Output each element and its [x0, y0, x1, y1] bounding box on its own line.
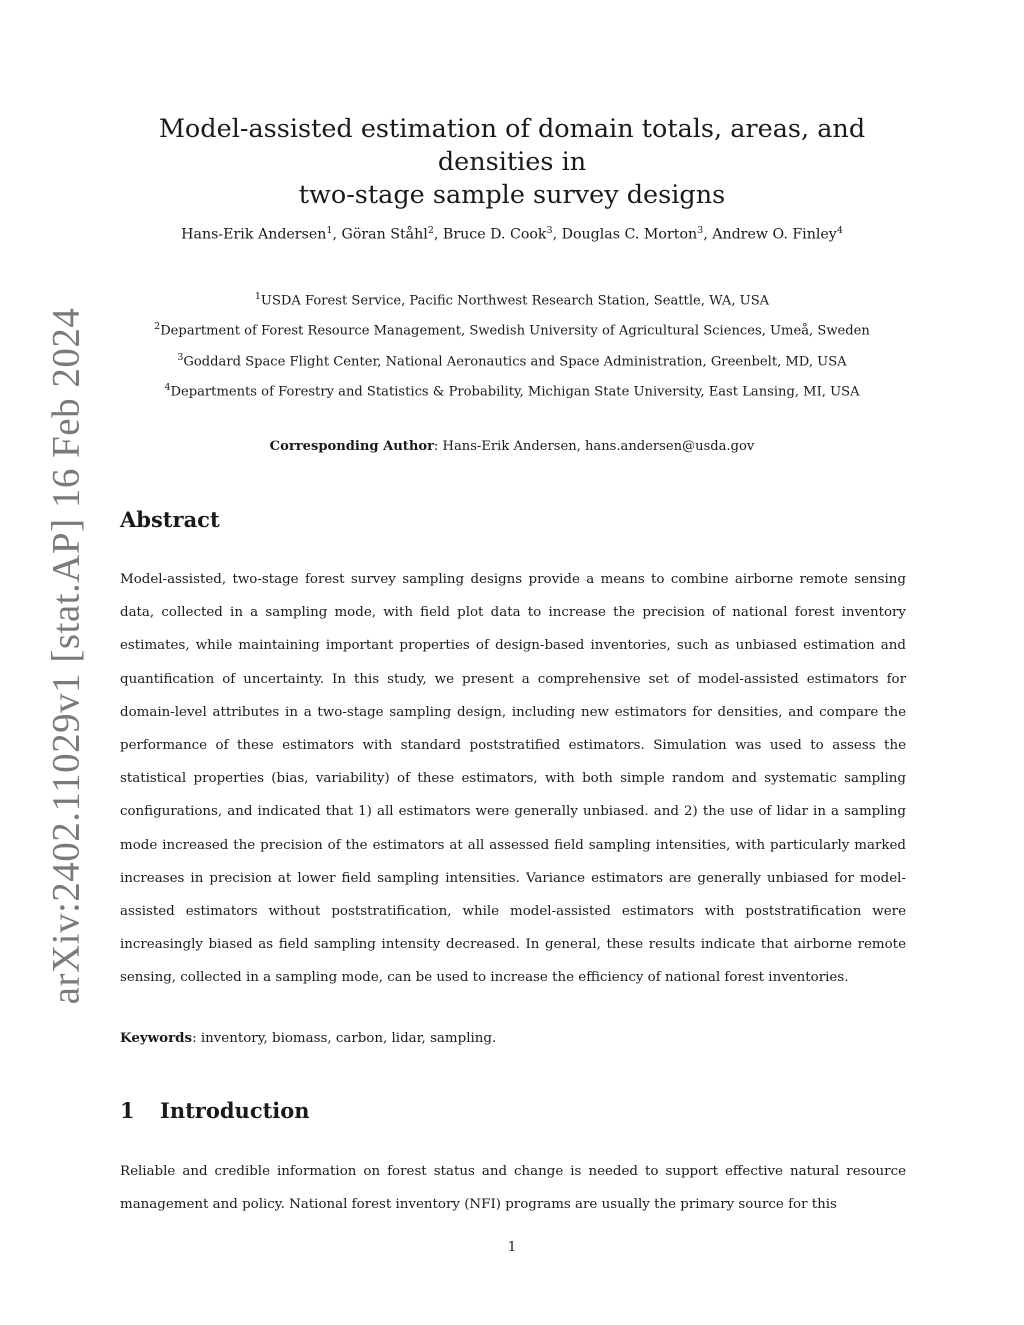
arxiv-identifier-stamp: arXiv:2402.11029v1 [stat.AP] 16 Feb 2024 — [44, 307, 88, 1005]
corresponding-author-label: Corresponding Author — [269, 439, 434, 454]
affiliation-number: 2 — [154, 321, 161, 332]
paper-title — [120, 113, 904, 212]
abstract-heading: Abstract — [120, 507, 220, 532]
affiliation-number: 3 — [177, 352, 184, 363]
title-line-1: Model-assisted estimation of domain totals, areas, and densities in — [158, 114, 866, 177]
section-title: Introduction — [160, 1098, 310, 1123]
corresponding-author — [100, 439, 924, 454]
page-number: 1 — [507, 1240, 517, 1255]
title-line-2: two-stage sample survey designs — [298, 180, 726, 210]
keywords-text: : inventory, biomass, carbon, lidar, sampling. — [192, 1031, 497, 1046]
affiliation-1 — [100, 291, 924, 308]
affiliation-2 — [100, 321, 924, 338]
abstract-text: Model-assisted, two-stage forest survey sampling designs provide a means to combine airborne remote sensing data, collected in a sampling mode, with field plot data to increase the precision of national forest inventory estimates, while maintaining important properties of design-based inventories, such as unbiased estimation and quantification of uncertainty. In this study, we present a comprehensive set of model-assisted estimators for domain-level attributes in a two-stage sampling design, including new estimators for densities, and compare the performance of these estimators with standard poststratified estimators. Simulation was used to assess the statistical properties (bias, variability) of these estimators, with both simple random and systematic sampling configurations, and indicated that 1) all estimators were generally unbiased. and 2) the use of lidar in a sampling mode increased the precision of the estimators at all assessed field sampling intensities, with particularly marked increases in precision at lower field sampling intensities. Variance estimators are generally unbiased for model-assisted estimators without poststratification, while model-assisted estimators with poststratification were increasingly biased as field sampling intensity decreased. In general, these results indicate that airborne remote sensing, collected in a sampling mode, can be used to increase the efficiency of national forest inventories. — [120, 572, 906, 986]
author-affiliation-mark: 4 — [836, 225, 843, 236]
author-name: Andrew O. Finley — [712, 226, 837, 243]
section-heading-introduction — [120, 1098, 310, 1123]
affiliation-text: Departments of Forestry and Statistics & Probability, Michigan State University, East Lansing, MI, USA — [170, 384, 860, 400]
keywords — [120, 1030, 906, 1046]
affiliation-text: Department of Forest Resource Management, Swedish University of Agricultural Sciences, Umeå, Sweden — [160, 323, 870, 339]
author-name: Bruce D. Cook — [442, 226, 547, 243]
keywords-label: Keywords — [120, 1030, 193, 1046]
affiliation-text: Goddard Space Flight Center, National Aeronautics and Space Administration, Greenbelt, MD, USA — [183, 354, 847, 370]
author-affiliation-mark: 2 — [427, 225, 434, 236]
author-name: Göran Ståhl — [341, 226, 428, 243]
author-name: Douglas C. Morton — [561, 226, 698, 243]
affiliation-number: 4 — [164, 382, 171, 393]
affiliation-3 — [100, 352, 924, 369]
section-number: 1 — [120, 1098, 135, 1123]
affiliation-text: USDA Forest Service, Pacific Northwest Research Station, Seattle, WA, USA — [260, 293, 770, 309]
affiliation-number: 1 — [254, 291, 261, 302]
introduction-text: Reliable and credible information on forest status and change is needed to support effective natural resource management and policy. National forest inventory (NFI) programs are usually the primary source for this — [120, 1164, 906, 1213]
affiliation-4 — [100, 382, 924, 399]
author-affiliation-mark: 3 — [546, 225, 553, 236]
corresponding-author-contact: : Hans-Erik Andersen, hans.andersen@usda.gov — [433, 439, 755, 454]
author-affiliation-mark: 1 — [326, 225, 333, 236]
author-affiliation-mark: 3 — [697, 225, 704, 236]
author-list: Hans-Erik Andersen$^1$, Göran Ståhl$^2$, Bruce D. Cook$^3$, Douglas C. Morton$^3$, Andrew O. Finley$^4$ — [181, 225, 843, 243]
author-name: Hans-Erik Andersen — [181, 226, 327, 243]
